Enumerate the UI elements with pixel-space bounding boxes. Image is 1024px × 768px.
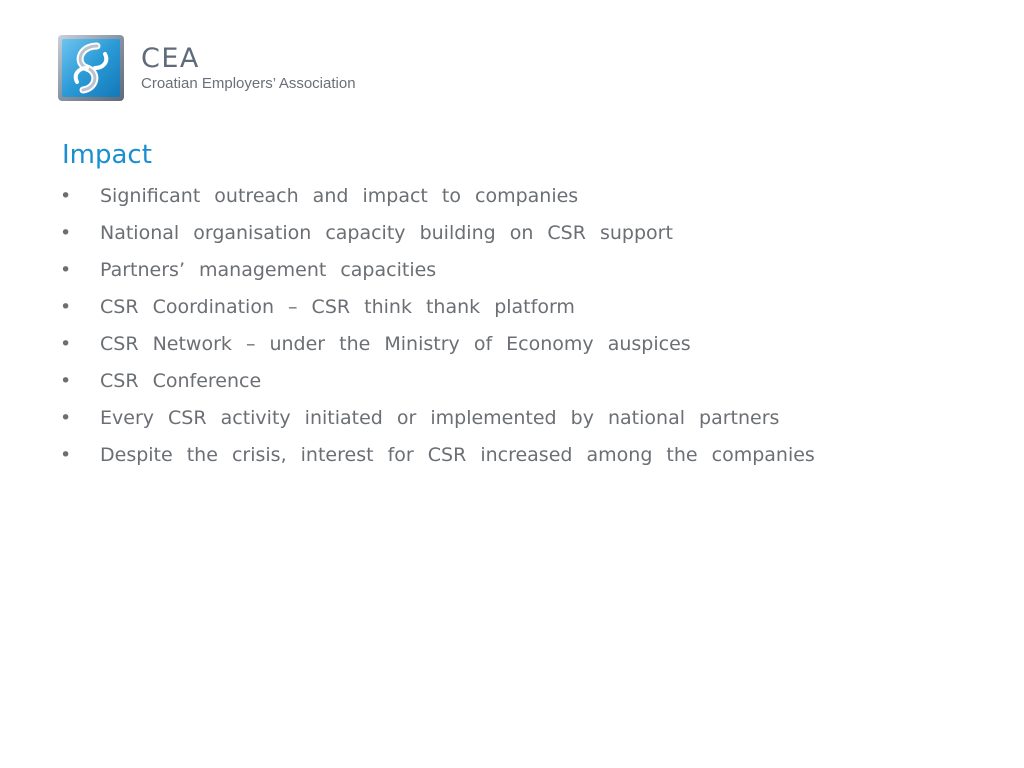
bullet-text: CSR Conference <box>100 370 262 392</box>
list-item <box>60 333 815 370</box>
bullet-text: Despite the crisis, interest for CSR increased among the companies <box>100 444 815 466</box>
logo-full-name: Croatian Employers’ Association <box>141 75 356 92</box>
bullet-icon: • <box>60 259 72 281</box>
slide-title: Impact <box>62 140 152 170</box>
bullet-text: CSR Coordination – CSR think thank platform <box>100 296 575 318</box>
list-item <box>60 222 815 259</box>
list-item <box>60 259 815 296</box>
logo-abbreviation: CEA <box>141 43 200 74</box>
bullet-icon: • <box>60 185 72 207</box>
bullet-icon: • <box>60 444 72 466</box>
logo-text <box>141 44 356 94</box>
bullet-icon: • <box>60 296 72 318</box>
cea-logo <box>57 34 356 102</box>
list-item <box>60 185 815 222</box>
bullet-icon: • <box>60 222 72 244</box>
bullet-text: Every CSR activity initiated or implemented by national partners <box>100 407 780 429</box>
list-item <box>60 370 815 407</box>
bullet-icon: • <box>60 333 72 355</box>
list-item <box>60 444 815 481</box>
bullet-text: Significant outreach and impact to companies <box>100 185 579 207</box>
cea-logo-icon <box>57 34 125 102</box>
bullet-text: National organisation capacity building on CSR support <box>100 222 673 244</box>
bullet-text: Partners’ management capacities <box>100 259 437 281</box>
list-item <box>60 407 815 444</box>
bullet-icon: • <box>60 407 72 429</box>
bullet-icon: • <box>60 370 72 392</box>
bullet-text: CSR Network – under the Ministry of Economy auspices <box>100 333 691 355</box>
list-item <box>60 296 815 333</box>
bullet-list <box>60 185 815 481</box>
